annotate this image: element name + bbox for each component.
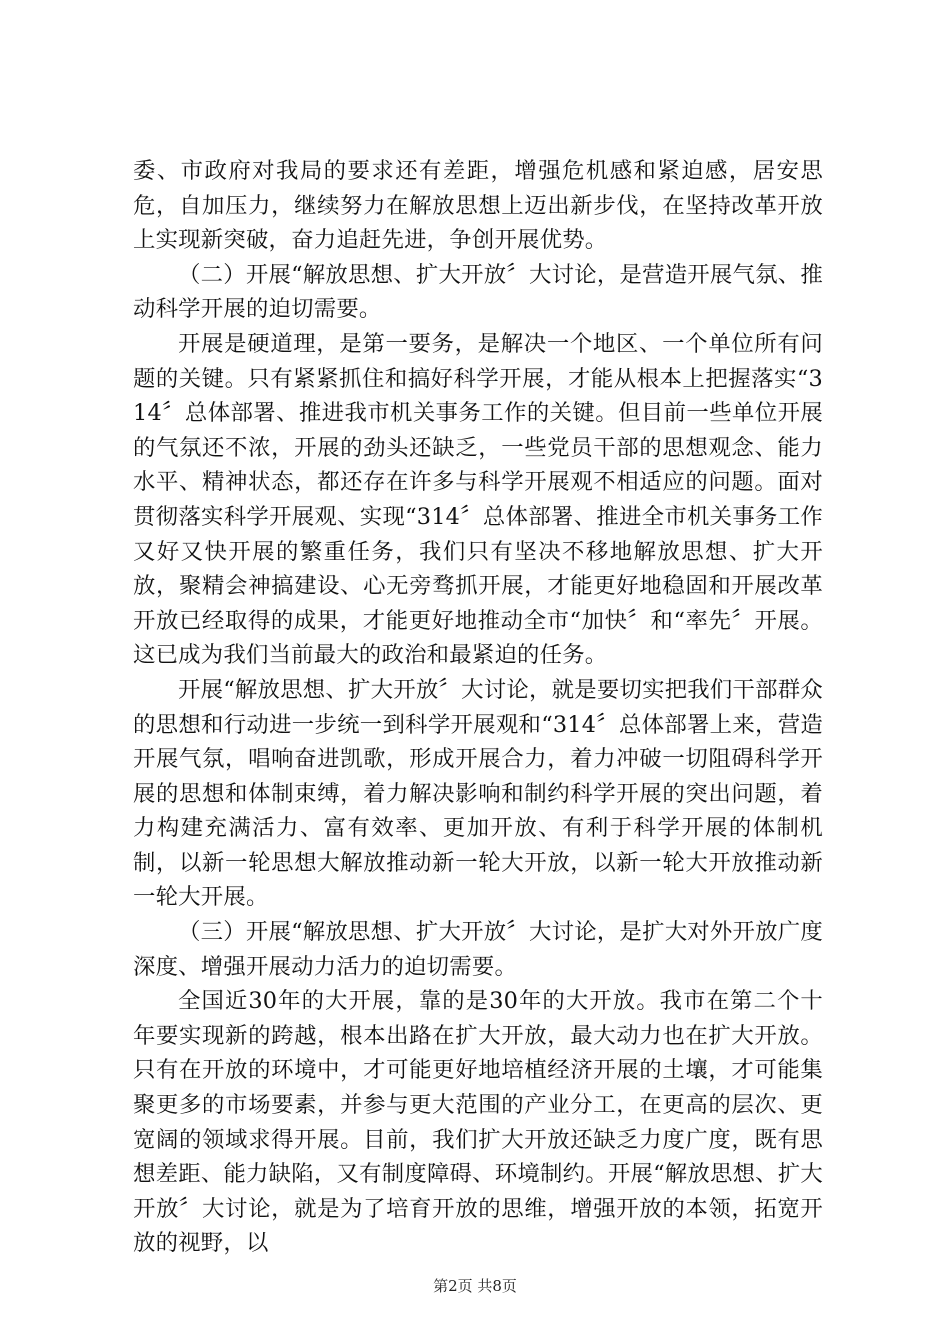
paragraph-3: 开展是硬道理，是第一要务，是解决一个地区、一个单位所有问题的关键。只有紧紧抓住和搞好科学开展，才能从根本上把握落实“314〞总体部署、推进我市机关事务工作的关键。但目前一些单位开展的气氛还不浓，开展的劲头还缺乏，一些党员干部的思想观念、能力水平、精神状态，都还存在许多与科学开展观不相适应的问题。面对贯彻落实科学开展观、实现“314〞总体部署、推进全市机关事务工作又好又快开展的繁重任务，我们只有坚决不移地解放思想、扩大开放，聚精会神搞建设、心无旁骛抓开展，才能更好地稳固和开展改革开放已经取得的成果，才能更好地推动全市“加快〞和“率先〞开展。这已成为我们当前最大的政治和最紧迫的任务。 bbox=[133, 330, 823, 669]
paragraph-5-section-heading: （三）开展“解放思想、扩大开放〞大讨论，是扩大对外开放广度深度、增强开展动力活力的迫切需要。 bbox=[133, 919, 823, 980]
paragraph-4: 开展“解放思想、扩大开放〞大讨论，就是要切实把我们干部群众的思想和行动进一步统一到科学开展观和“314〞总体部署上来，营造开展气氛，唱响奋进凯歌，形成开展合力，着力冲破一切阻碍科学开展的思想和体制束缚，着力解决影响和制约科学开展的突出问题，着力构建充满活力、富有效率、更加开放、有利于科学开展的体制机制，以新一轮思想大解放推动新一轮大开放，以新一轮大开放推动新一轮大开展。 bbox=[133, 676, 823, 911]
page-footer: 第2页 共8页 bbox=[433, 1277, 517, 1295]
document-body bbox=[133, 154, 823, 1261]
paragraph-1: 委、市政府对我局的要求还有差距，增强危机感和紧迫感，居安思危，自加压力，继续努力在解放思想上迈出新步伐，在坚持改革开放上实现新突破，奋力追赶先进，争创开展优势。 bbox=[133, 158, 823, 254]
paragraph-6: 全国近30年的大开展，靠的是30年的大开放。我市在第二个十年要实现新的跨越，根本出路在扩大开放，最大动力也在扩大开放。只有在开放的环境中，才可能更好地培植经济开展的土壤，才可能集聚更多的市场要素，并参与更大范围的产业分工，在更高的层次、更宽阔的领域求得开展。目前，我们扩大开放还缺乏力度广度，既有思想差距、能力缺陷，又有制度障碍、环境制约。开展“解放思想、扩大开放〞大讨论，就是为了培育开放的思维，增强开放的本领，拓宽开放的视野，以 bbox=[133, 988, 823, 1257]
paragraph-2-section-heading: （二）开展“解放思想、扩大开放〞大讨论，是营造开展气氛、推动科学开展的迫切需要。 bbox=[133, 261, 823, 323]
